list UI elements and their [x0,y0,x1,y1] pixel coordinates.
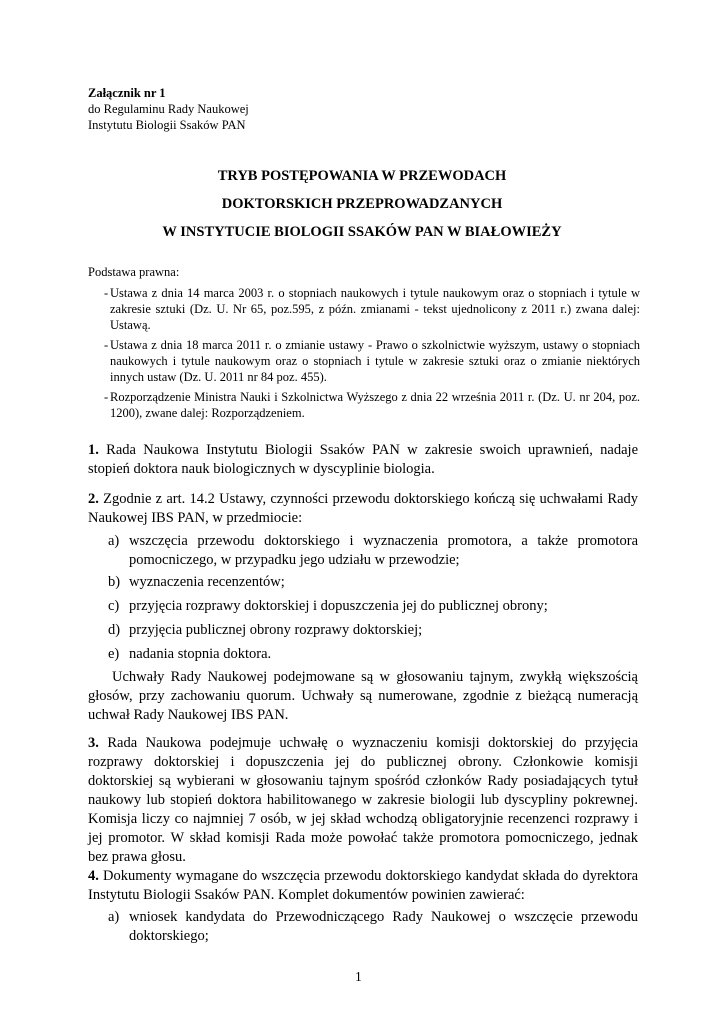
legal-basis-item [88,337,640,385]
legal-basis-text: Rozporządzenie Ministra Nauki i Szkolnictwa Wyższego z dnia 22 września 2011 r. (Dz. U. nr 204, poz. 1200), zwane dalej: Rozporządzeniem. [110,390,640,420]
title-line-3: W INSTYTUCIE BIOLOGII SSAKÓW PAN W BIAŁOWIEŻY [162,224,562,240]
list-dash: - [104,286,109,300]
legal-basis-item [88,285,640,333]
list-item-text: nadania stopnia doktora. [129,646,272,662]
annex-number: Załącznik nr 1 [88,86,166,100]
section-text: Dokumenty wymagane do wszczęcia przewodu doktorskiego kandydat składa do dyrektora Instytutu Biologii Ssaków PAN. Komplet dokumentów powinien zawierać: [88,868,639,903]
legal-basis-item [88,389,640,421]
title-line-2: DOKTORSKICH PRZEPROWADZANYCH [221,196,503,212]
list-item [88,645,638,664]
list-item [88,573,638,592]
list-item-text: wniosek kandydata do Przewodniczącego Rady Naukowej o wszczęcie przewodu doktorskiego; [129,909,638,944]
annex-header [88,85,249,133]
section-number: 4. [88,868,99,884]
annex-reference-line: do Regulaminu Rady Naukowej [88,102,249,116]
list-dash: - [104,338,109,352]
list-item-label: a) [108,909,120,925]
section-3 [88,734,638,867]
list-item-label: b) [108,574,121,590]
section-number: 1. [88,442,99,458]
section-text: Zgodnie z art. 14.2 Ustawy, czynności przewodu doktorskiego kończą się uchwałami Rady Naukowej IBS PAN, w przedmiocie: [88,491,639,526]
page-number: 1 [355,969,362,984]
legal-basis-list [88,285,640,425]
section-text: Rada Naukowa podejmuje uchwałę o wyznaczeniu komisji doktorskiej do przyjęcia rozprawy doktorskiej i dopuszczenia jej do publicznej obrony. Członkowie komisji doktorskiej są wybierani w głosowaniu tajnym spośród członków Rady posiadających tytuł naukowy lub stopień doktora habilitowanego w zakresie biologii lub dyscypliny pokrewnej. Komisja liczy co najmniej 7 osób, w jej skład wchodzą obligatoryjnie recenzenci rozprawy i jej promotor. W skład komisji Rada może powołać także promotora pomocniczego, jednak bez prawa głosu. [88,735,638,865]
section-2 [88,490,638,528]
section-number: 3. [88,735,99,751]
section-1 [88,441,638,479]
title-line-1: TRYB POSTĘPOWANIA W PRZEWODACH [217,168,507,184]
list-item [88,532,638,570]
legal-basis-text: Ustawa z dnia 18 marca 2011 r. o zmianie ustawy - Prawo o szkolnictwie wyższym, ustawy o stopniach naukowych i tytule naukowym oraz o stopniach i tytule w zakresie sztuki oraz o zmianie niektórych innych ustaw (Dz. U. 2011 nr 84 poz. 455). [110,338,640,384]
list-item [88,621,638,640]
section-text: Rada Naukowa Instytutu Biologii Ssaków PAN w zakresie swoich uprawnień, nadaje stopień doktora nauk biologicznych w dyscyplinie biologia. [88,442,639,477]
list-item-text: wyznaczenia recenzentów; [129,574,285,590]
list-item-text: wszczęcia przewodu doktorskiego i wyznaczenia promotora, a także promotora pomocniczego, w przypadku jego udziału w przewodzie; [129,533,638,568]
list-dash: - [104,390,109,404]
annex-institute-line: Instytutu Biologii Ssaków PAN [88,118,246,132]
legal-basis-text: Ustawa z dnia 14 marca 2003 r. o stopniach naukowych i tytule naukowym oraz o stopniach i tytule w zakresie sztuki (Dz. U. Nr 65, poz.595, z późn. zmianami - tekst ujednolicony z 2011 r.) zwana dalej: Ustawą. [110,286,640,332]
section-4 [88,867,638,905]
list-item-text: przyjęcia publicznej obrony rozprawy doktorskiej; [129,622,423,638]
list-item-label: a) [108,533,120,549]
list-item-label: c) [108,598,120,614]
section-number: 2. [88,491,99,507]
list-item [88,597,638,616]
list-item-label: d) [108,622,121,638]
section-2-note: Uchwały Rady Naukowej podejmowane są w głosowaniu tajnym, zwykłą większością głosów, przy zachowaniu quorum. Uchwały są numerowane, zgodnie z bieżącą numeracją uchwał Rady Naukowej IBS PAN. [88,669,638,723]
document-title [60,162,664,246]
list-item [88,908,638,946]
list-item-label: e) [108,646,120,662]
legal-basis-label: Podstawa prawna: [88,265,180,279]
list-item-text: przyjęcia rozprawy doktorskiej i dopuszczenia jej do publicznej obrony; [129,598,548,614]
